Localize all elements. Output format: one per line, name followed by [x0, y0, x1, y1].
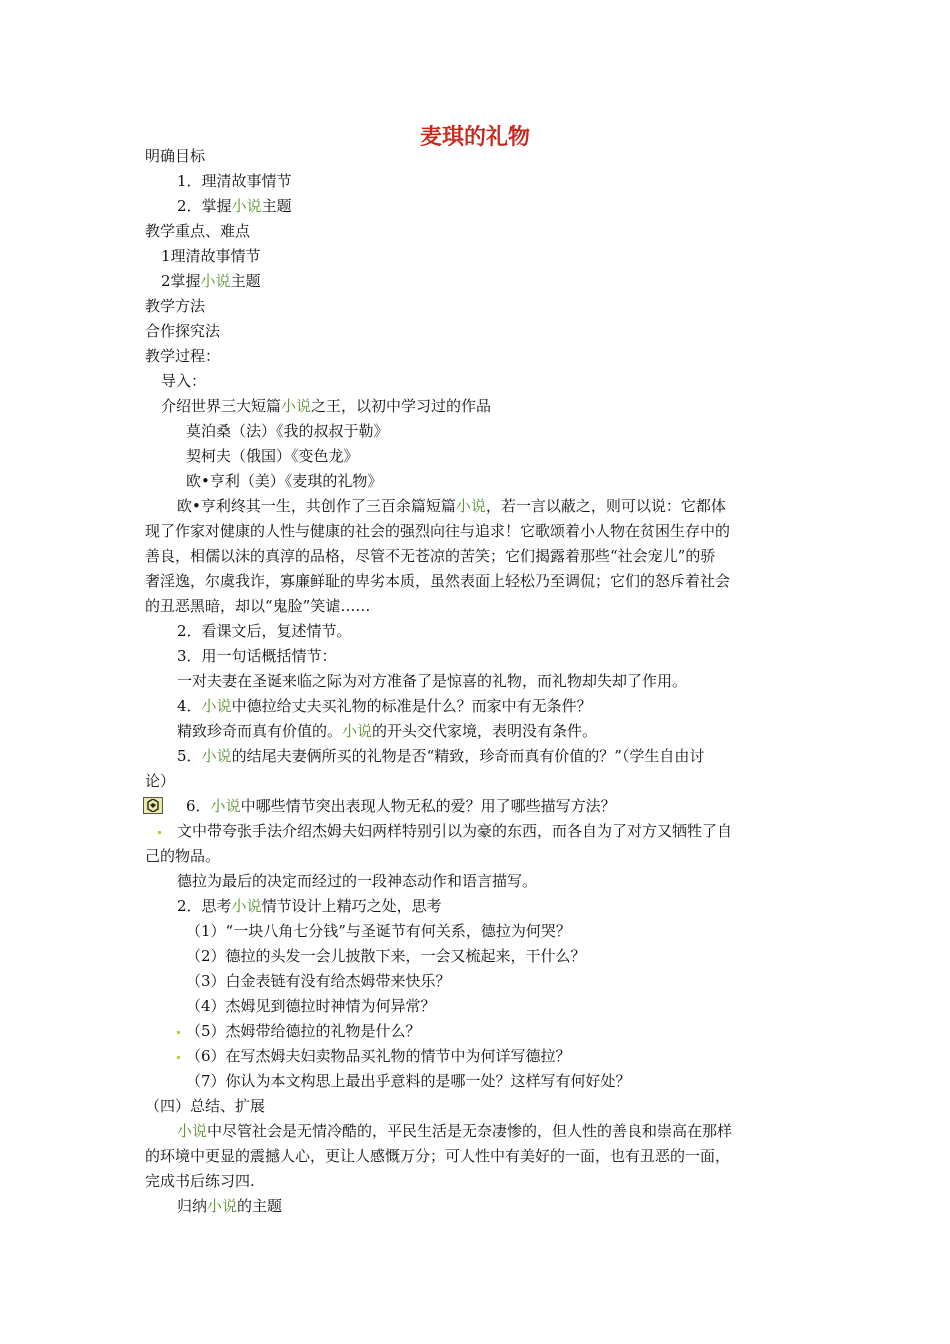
- text-line: 善良，相儒以沫的真淳的品格，尽管不无苍凉的苦笑；它们揭露着那些“社会宠儿”的骄: [145, 547, 716, 565]
- text-line: 德拉为最后的决定而经过的一段神态动作和语言描写。: [177, 872, 538, 890]
- text-line: 精致珍奇而真有价值的。小说的开头交代家境，表明没有条件。: [177, 722, 598, 740]
- text-line: 的环境中更显的震撼人心，更让人感慨万分；可人性中有美好的一面，也有丑恶的一面，: [145, 1147, 731, 1165]
- text-line: 完成书后练习四.: [145, 1172, 255, 1190]
- text-line: 导入：: [161, 372, 207, 390]
- text-line: 文中带夸张手法介绍杰姆夫妇两样特别引以为豪的东西，而各自为了对方又牺牲了自: [177, 822, 733, 840]
- text-line: 小说中尽管社会是无情冷酷的，平民生活是无奈凄惨的，但人性的善良和崇高在那样: [177, 1122, 733, 1140]
- text-line: 莫泊桑（法）《我的叔叔于勒》: [186, 422, 389, 440]
- text-line: 论）: [145, 772, 176, 790]
- text-line: 明确目标: [145, 147, 206, 165]
- text-line: 教学过程：: [145, 347, 221, 365]
- text-line: 归纳小说的主题: [177, 1197, 283, 1215]
- text-line: 教学方法: [145, 297, 206, 315]
- text-line: 的丑恶黑暗，却以“鬼脸”笑谑……: [145, 597, 371, 615]
- text-line: （4）杰姆见到德拉时神情为何异常？: [186, 997, 436, 1015]
- text-line: 教学重点、难点: [145, 222, 251, 240]
- text-line: 己的物品。: [145, 847, 221, 865]
- text-line: （5）杰姆带给德拉的礼物是什么？: [186, 1022, 421, 1040]
- text-line: 5．小说的结尾夫妻俩所买的礼物是否“精致，珍奇而真有价值的？”（学生自由讨: [177, 747, 705, 765]
- text-line: 1理清故事情节: [161, 247, 261, 265]
- text-line: 介绍世界三大短篇小说之王，以初中学习过的作品: [161, 397, 492, 415]
- text-line: 合作探究法: [145, 322, 221, 340]
- text-line: 2．思考小说情节设计上精巧之处，思考: [177, 897, 442, 915]
- document-title: 麦琪的礼物: [419, 125, 530, 150]
- text-line: 2．看课文后，复述情节。: [177, 622, 352, 640]
- text-line: 4．小说中德拉给丈夫买礼物的标准是什么？而家中有无条件？: [177, 697, 592, 715]
- text-line: 现了作家对健康的人性与健康的社会的强烈向往与追求！它歌颂着小人物在贫困生存中的: [145, 522, 731, 540]
- text-line: 3．用一句话概括情节：: [177, 647, 337, 665]
- edit-mark: [158, 831, 161, 834]
- text-line: （6）在写杰姆夫妇卖物品买礼物的情节中为何详写德拉？: [186, 1047, 571, 1065]
- text-line: 一对夫妻在圣诞来临之际为对方准备了是惊喜的礼物，而礼物却失却了作用。: [177, 672, 688, 690]
- text-line: 契柯夫（俄国）《变色龙》: [186, 447, 359, 465]
- text-line: 欧•亨利（美）《麦琪的礼物》: [186, 472, 383, 490]
- text-line: （7）你认为本文构思上最出乎意料的是哪一处？这样写有何好处？: [186, 1072, 631, 1090]
- text-line: （1）“一块八角七分钱”与圣诞节有何关系，德拉为何哭？: [186, 922, 571, 940]
- text-line: （3）白金表链有没有给杰姆带来快乐？: [186, 972, 451, 990]
- comment-marker-icon[interactable]: [143, 797, 163, 814]
- text-line: 1．理清故事情节: [177, 172, 292, 190]
- text-line: （四）总结、扩展: [145, 1097, 266, 1115]
- text-line: 2掌握小说主题: [161, 272, 261, 290]
- text-line: 2．掌握小说主题: [177, 197, 292, 215]
- text-line: 6．小说中哪些情节突出表现人物无私的爱？用了哪些描写方法？: [186, 797, 616, 815]
- edit-mark: [177, 1031, 180, 1034]
- edit-mark: [177, 1056, 180, 1059]
- text-line: 奢淫逸，尔虞我诈，寡廉鲜耻的卑劣本质，虽然表面上轻松乃至调侃；它们的怒斥着社会: [145, 572, 731, 590]
- text-line: 欧•亨利终其一生，共创作了三百余篇短篇小说，若一言以蔽之，则可以说：它都体: [177, 497, 726, 515]
- text-line: （2）德拉的头发一会儿披散下来，一会又梳起来，干什么？: [186, 947, 586, 965]
